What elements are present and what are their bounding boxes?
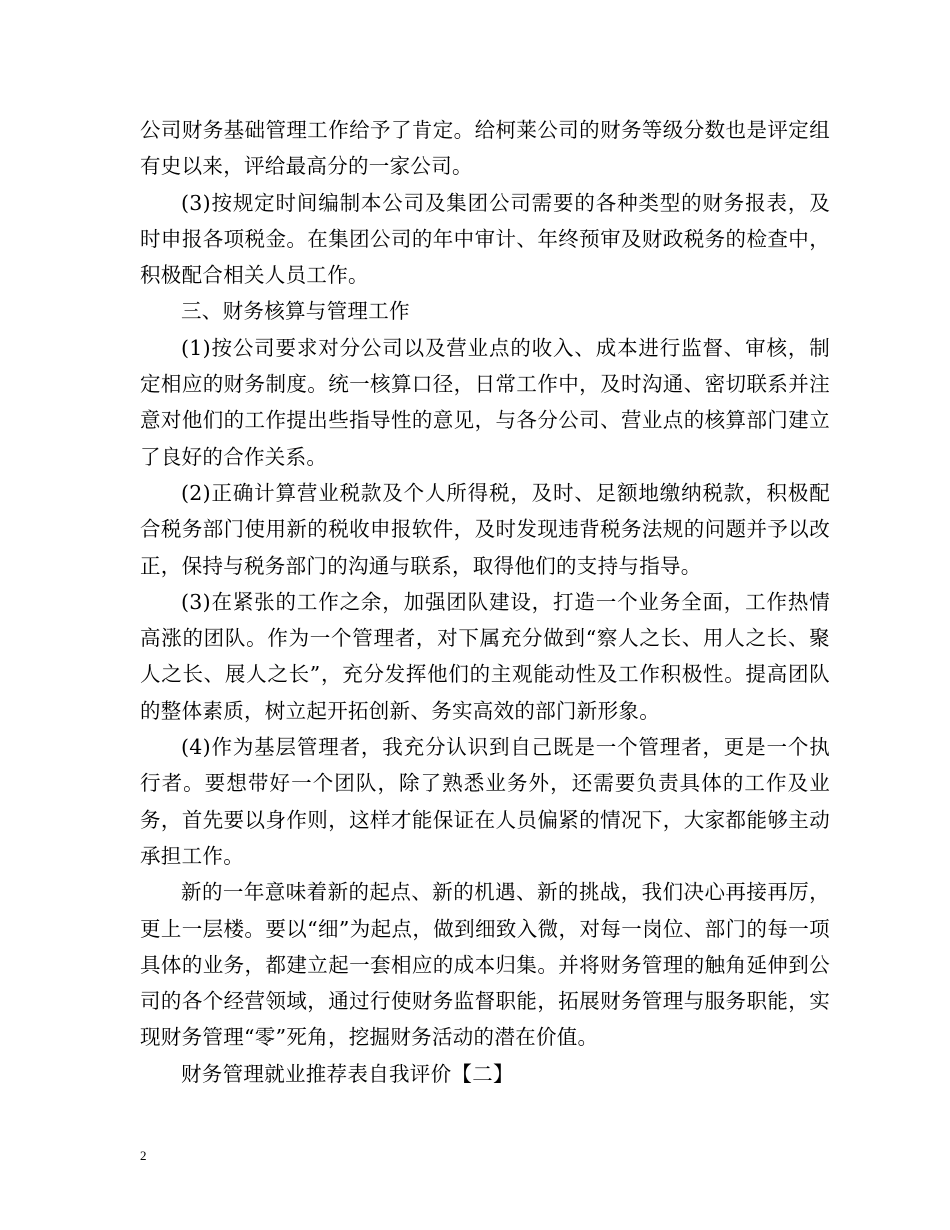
paragraph-item-4-manager: (4)作为基层管理者，我充分认识到自己既是一个管理者，更是一个执行者。要想带好一个团队，除了熟悉业务外，还需要负责具体的工作及业务，首先要以身作则，这样才能保证在人员偏紧的情况下，大家都能够主动承担工作。 bbox=[140, 735, 830, 868]
paragraph-item-1-supervision: (1)按公司要求对分公司以及营业点的收入、成本进行监督、审核，制定相应的财务制度。统一核算口径，日常工作中，及时沟通、密切联系并注意对他们的工作提出些指导性的意见，与各分公司、营业点的核算部门建立了良好的合作关系。 bbox=[140, 335, 830, 469]
page-number: 2 bbox=[140, 1148, 147, 1163]
paragraph-item-2-taxes: (2)正确计算营业税款及个人所得税，及时、足额地缴纳税款，积极配合税务部门使用新的税收申报软件，及时发现违背税务法规的问题并予以改正，保持与税务部门的沟通与联系，取得他们的支持与指导。 bbox=[140, 480, 830, 578]
document-body bbox=[140, 112, 830, 1092]
section-heading: 三、财务核算与管理工作 bbox=[181, 299, 410, 324]
paragraph-item-3-reports: (3)按规定时间编制本公司及集团公司需要的各种类型的财务报表，及时申报各项税金。在集团公司的年中审计、年终预审及财政税务的检查中，积极配合相关人员工作。 bbox=[140, 190, 830, 288]
paragraph-new-year: 新的一年意味着新的起点、新的机遇、新的挑战，我们决心再接再厉，更上一层楼。要以“细”为起点，做到细致入微，对每一岗位、部门的每一项具体的业务，都建立起一套相应的成本归集。并将财务管理的触角延伸到公司的各个经营领域，通过行使财务监督职能，拓展财务管理与服务职能，实现财务管理“零”死角，挖掘财务活动的潜在价值。 bbox=[140, 880, 830, 1050]
paragraph-next-title: 财务管理就业推荐表自我评价【二】 bbox=[181, 1061, 514, 1086]
paragraph-continuation: 公司财务基础管理工作给予了肯定。给柯莱公司的财务等级分数也是评定组有史以来，评给最高分的一家公司。 bbox=[140, 118, 830, 179]
paragraph-item-3-team: (3)在紧张的工作之余，加强团队建设，打造一个业务全面，工作热情高涨的团队。作为一个管理者，对下属充分做到“察人之长、用人之长、聚人之长、展人之长”，充分发挥他们的主观能动性及工作积极性。提高团队的整体素质，树立起开拓创新、务实高效的部门新形象。 bbox=[140, 589, 830, 723]
